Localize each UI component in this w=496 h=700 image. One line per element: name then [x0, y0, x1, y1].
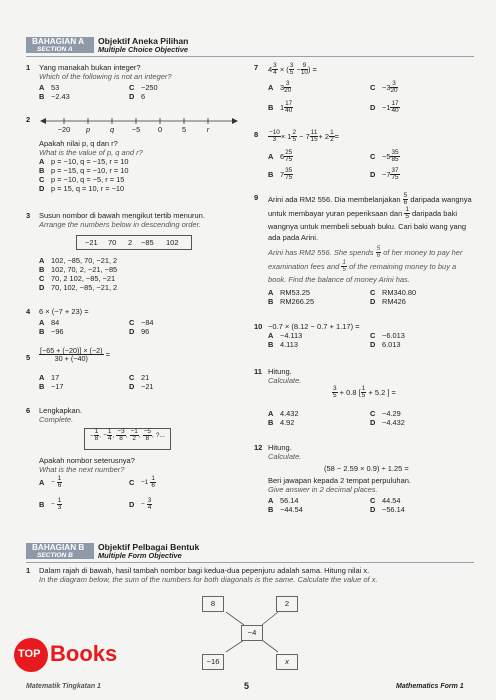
option-a[interactable]: A 6 $\frac{25}{75}$: [268, 149, 293, 164]
option-a[interactable]: A −4.113: [268, 331, 303, 340]
diagram-cell-top-right: 2: [276, 596, 298, 612]
option-c[interactable]: C −3 $\frac{3}{20}$: [370, 80, 398, 95]
question-text-ms: Susun nombor di bawah mengikut tertib menurun.: [39, 211, 205, 220]
tick-label: 5: [181, 125, 187, 134]
option-c[interactable]: C 21: [129, 373, 150, 382]
tick-label: p: [85, 125, 91, 134]
question-12: [254, 443, 474, 518]
question-number: 5: [26, 353, 31, 362]
section-b-title-ms: Objektif Pelbagai Bentuk: [98, 542, 200, 552]
option-a[interactable]: A 56.14: [268, 496, 299, 505]
question-4: [26, 307, 241, 339]
expression: 6 × (−7 + 23) =: [39, 307, 89, 316]
question-3: [26, 211, 241, 301]
question-text-en: In the diagram below, the sum of the numbers for both diagonals is the same. Calculate the value of x.: [39, 575, 378, 585]
section-a-label-en: SECTION A: [37, 45, 73, 53]
option-d[interactable]: D − $\frac{3}{4}$: [129, 497, 152, 512]
expression: (58 − 2.59 × 0.9) ÷ 1.25 =: [324, 464, 409, 473]
option-c[interactable]: C −4.29: [370, 409, 401, 418]
option-a[interactable]: A 53: [39, 83, 60, 92]
question-6: [26, 406, 241, 516]
section-b-label-en: SECTION B: [37, 551, 73, 559]
question-10: [254, 322, 474, 352]
option-d[interactable]: D 6: [129, 92, 146, 101]
option-d[interactable]: D −56.14: [370, 505, 405, 514]
section-a-rule: [26, 56, 474, 57]
section-b-label-ms: BAHAGIAN B: [32, 543, 85, 552]
diagram-cell-bottom-right: x: [276, 654, 298, 670]
page-number: 5: [244, 681, 250, 691]
question-text-ms: Apakah nombor seterusnya?: [39, 456, 135, 465]
option-d[interactable]: D −1 $\frac{17}{40}$: [370, 100, 399, 115]
question-text-ms: Arini ada RM2 556. Dia membelanjakan $\frac{5}{6}$ daripada wangnya untuk membayar yuran peperiksaan dan $\frac{1}{5}$ daripada baki wangnya untuk membeli sebuah buku. Cari baki wang yang ada pada Arini.: [268, 192, 472, 243]
option-c[interactable]: C −84: [129, 318, 154, 327]
question-8: [254, 130, 474, 188]
option-b[interactable]: B p = −15, q = −10, r = 10: [39, 166, 129, 175]
section-a-title-ms: Objektif Aneka Pilihan: [98, 36, 189, 46]
question-text-en: Calculate.: [268, 376, 302, 386]
section-a-title-en: Multiple Choice Objective: [98, 45, 188, 54]
section-a-label-ms: BAHAGIAN A: [32, 37, 85, 46]
option-c[interactable]: C −1 $\frac{1}{6}$: [129, 475, 155, 490]
diagram-cell-top-left: 8: [202, 596, 224, 612]
sequence-box: − $\frac{1}{8}$ , − $\frac{1}{4}$ , $\frac{-3}{8}$ , $\frac{-1}{2}$ , $\frac{-5}{8}$ , ?...: [84, 428, 171, 450]
option-a[interactable]: A RM53.25: [268, 288, 310, 297]
question-9: [254, 193, 474, 308]
section-b-header: [0, 540, 496, 560]
option-d[interactable]: D 96: [129, 327, 150, 336]
option-a[interactable]: A 102, −85, 70, −21, 2: [39, 256, 118, 265]
instruction-ms: Beri jawapan kepada 2 tempat perpuluhan.: [268, 476, 412, 485]
question-number: 2: [26, 115, 31, 124]
option-c[interactable]: C −6.013: [370, 331, 405, 340]
tick-label: −5: [131, 125, 141, 134]
question-number: 4: [26, 307, 31, 316]
option-c[interactable]: C p = −10, q = −5, r = 15: [39, 175, 125, 184]
expression: $\frac{-10}{3}$ × 1 $\frac{2}{5}$ − 7 $\frac{11}{15}$ + 2 $\frac{1}{2}$ =: [269, 129, 340, 144]
option-c[interactable]: C −250: [129, 83, 158, 92]
question-1: [26, 63, 241, 103]
option-a[interactable]: A p = −10, q = −15, r = 10: [39, 157, 129, 166]
section-a-label-box: [26, 37, 94, 53]
question-number: 12: [254, 443, 263, 452]
option-b[interactable]: B −17: [39, 382, 64, 391]
question-5: 5 $\frac{[-65 + (-20)] \times (-2)}{30 + (-40)}$ = A 17 B −17 C 21 D −21: [26, 346, 154, 391]
question-number: 7: [254, 63, 259, 72]
expression: −0.7 × (8.12 − 0.7 + 1.17) =: [268, 322, 360, 331]
tick-label: −20: [57, 125, 71, 134]
question-number: 10: [254, 322, 263, 331]
expression: $\frac{3}{5}$ + 0.8 [ $\frac{1}{5}$ + 5.2 ] =: [333, 385, 396, 400]
logo-top-text: TOP: [18, 648, 41, 660]
diagram-cell-bottom-left: −16: [202, 654, 224, 670]
question-text-ms: Lengkapkan.: [39, 406, 82, 415]
tick-label: q: [109, 125, 115, 134]
option-d[interactable]: D p = 15, q = 10, r = −10: [39, 184, 125, 193]
option-b[interactable]: B 1 $\frac{17}{40}$: [268, 100, 293, 115]
question-number: 6: [26, 406, 31, 415]
instruction-en: Give answer in 2 decimal places.: [268, 485, 378, 495]
option-b[interactable]: B −96: [39, 327, 64, 336]
section-b-question-1: [26, 566, 474, 590]
option-d[interactable]: D 6.013: [370, 340, 401, 349]
option-a[interactable]: A 4.432: [268, 409, 299, 418]
option-c[interactable]: C 44.54: [370, 496, 401, 505]
numbers-box: −21 70 2 −85 102: [76, 235, 192, 250]
option-d[interactable]: D 70, 102, −85, −21, 2: [39, 283, 118, 292]
option-b[interactable]: B 4.92: [268, 418, 295, 427]
question-text-ms: Hitung.: [268, 367, 292, 376]
question-number: 8: [254, 130, 259, 139]
question-number: 1: [26, 63, 31, 72]
question-11: [254, 367, 474, 429]
expression-fraction: $\frac{[-65 + (-20)] \times (-2)}{30 + (-40)}$: [40, 346, 103, 364]
question-number: 9: [254, 193, 259, 202]
question-text-ms: Hitung.: [268, 443, 292, 452]
section-b-title-en: Multiple Form Objective: [98, 551, 182, 560]
option-d[interactable]: D −4.432: [370, 418, 405, 427]
option-b[interactable]: B − $\frac{1}{3}$: [39, 497, 62, 512]
option-d[interactable]: D RM426: [370, 297, 406, 306]
question-text-en: Arrange the numbers below in descending order.: [39, 220, 201, 230]
number-line: [40, 115, 240, 135]
logo-circle: [14, 638, 48, 672]
footer-left: Matematik Tingkatan 1: [26, 683, 101, 690]
question-text-en: What is the value of p, q and r?: [39, 148, 143, 158]
question-text-ms: Yang manakah bukan integer?: [39, 63, 141, 72]
option-b[interactable]: B 7 $\frac{35}{75}$: [268, 167, 293, 182]
diagram-cell-center: −4: [241, 625, 263, 641]
question-text-en: Which of the following is not an integer?: [39, 72, 172, 82]
option-b[interactable]: B 102, 70, 2, −21, −85: [39, 265, 118, 274]
question-2: [26, 115, 241, 201]
option-d[interactable]: D −7 $\frac{37}{75}$: [370, 167, 399, 182]
question-text-en: What is the next number?: [39, 465, 125, 475]
option-a[interactable]: A − $\frac{1}{6}$: [39, 475, 62, 490]
option-a[interactable]: A 84: [39, 318, 60, 327]
option-c[interactable]: C 70, 2 102, −85, −21: [39, 274, 116, 283]
question-number: 11: [254, 367, 262, 376]
tick-label: 0: [157, 125, 163, 134]
option-c[interactable]: C RM340.80: [370, 288, 417, 297]
option-d[interactable]: D −21: [129, 382, 154, 391]
tick-label: r: [206, 125, 210, 134]
footer-right: Mathematics Form 1: [396, 683, 464, 690]
section-b-rule: [26, 562, 474, 563]
option-a[interactable]: A 17: [39, 373, 60, 382]
question-number: 3: [26, 211, 31, 220]
option-b[interactable]: B RM266.25: [268, 297, 315, 306]
section-a-header: [0, 34, 496, 54]
diagonal-diagram: [196, 592, 308, 682]
question-text-en: Complete.: [39, 415, 74, 425]
option-c[interactable]: C −5 $\frac{35}{85}$: [370, 149, 399, 164]
question-text-en: Arini has RM2 556. She spends $\frac{5}{6}$ of her money to pay her examination fees and $\frac{1}{5}$ of the remaining money to buy a book. Find the balance of money Arini has.: [268, 245, 463, 284]
question-text-ms: Apakah nilai p, q dan r?: [39, 139, 118, 148]
section-b-label-box: [26, 543, 94, 559]
option-a[interactable]: A 3 $\frac{3}{20}$: [268, 80, 292, 95]
expression: 4 $\frac{3}{4}$ × ( $\frac{3}{5}$ − $\frac{9}{10}$ ) =: [268, 62, 317, 77]
option-b[interactable]: B 4.113: [268, 340, 298, 349]
option-b[interactable]: B −2.43: [39, 92, 70, 101]
question-text-en: Calculate.: [268, 452, 302, 462]
question-7: [254, 63, 474, 125]
option-b[interactable]: B −44.54: [268, 505, 303, 514]
question-number: 1: [26, 566, 31, 575]
logo-books-text: Books: [50, 641, 118, 666]
question-text-ms: Dalam rajah di bawah, hasil tambah nombor bagi kedua-dua pepenjuru adalah sama. Hitung nilai x.: [39, 566, 370, 575]
